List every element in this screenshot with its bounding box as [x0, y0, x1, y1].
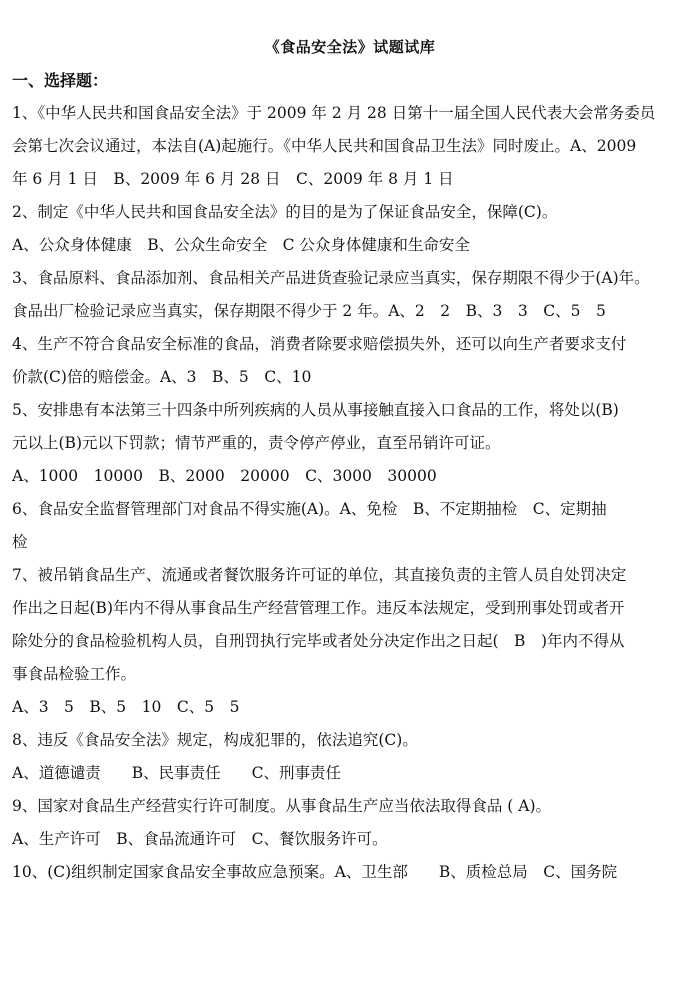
text-line: 会第七次会议通过，本法自(A)起施行。《中华人民共和国食品卫生法》同时废止。A、2009	[12, 137, 637, 155]
text-line: 2、制定《中华人民共和国食品安全法》的目的是为了保证食品安全，保障(C)。	[12, 203, 558, 221]
text-line: 4、生产不符合食品安全标准的食品，消费者除要求赔偿损失外，还可以向生产者要求支付	[12, 335, 627, 353]
text-line: 元以上(B)元以下罚款；情节严重的，责令停产停业，直至吊销许可证。	[12, 434, 501, 452]
text-line: 食品出厂检验记录应当真实，保存期限不得少于 2 年。A、2 2 B、3 3 C、5 5	[12, 302, 606, 320]
text-line: A、生产许可 B、食品流通许可 C、餐饮服务许可。	[12, 830, 388, 848]
text-line: 9、国家对食品生产经营实行许可制度。从事食品生产应当依法取得食品 ( A)。	[12, 797, 552, 815]
question-body	[12, 97, 680, 889]
text-line: 7、被吊销食品生产、流通或者餐饮服务许可证的单位，其直接负责的主管人员自处罚决定	[12, 566, 627, 584]
text-line: 3、食品原料、食品添加剂、食品相关产品进货查验记录应当真实，保存期限不得少于(A)年。	[12, 269, 650, 287]
section-heading: 一、选择题：	[12, 71, 109, 90]
text-line: 检	[12, 533, 28, 551]
text-line: 价款(C)倍的赔偿金。A、3 B、5 C、10	[12, 368, 312, 386]
text-line: 10、(C)组织制定国家食品安全事故应急预案。A、卫生部 B、质检总局 C、国务院	[12, 863, 618, 881]
document-title: 《食品安全法》试题试库	[264, 38, 436, 56]
text-line: 8、违反《食品安全法》规定，构成犯罪的，依法追究(C)。	[12, 731, 418, 749]
text-line: 除处分的食品检验机构人员，自刑罚执行完毕或者处分决定作出之日起( B )年内不得从	[12, 632, 625, 650]
text-line: A、道德谴责 B、民事责任 C、刑事责任	[12, 764, 341, 782]
text-line: 1、《中华人民共和国食品安全法》于 2009 年 2 月 28 日第十一届全国人民代表大会常务委员	[12, 104, 656, 122]
text-line: 年 6 月 1 日 B、2009 年 6 月 28 日 C、2009 年 8 月 1 日	[12, 170, 454, 188]
text-line: 作出之日起(B)年内不得从事食品生产经营管理工作。违反本法规定，受到刑事处罚或者开	[12, 599, 625, 617]
text-line: 5、安排患有本法第三十四条中所列疾病的人员从事接触直接入口食品的工作，将处以(B)	[12, 401, 619, 419]
text-line: A、1000 10000 B、2000 20000 C、3000 30000	[12, 467, 437, 485]
text-line: 6、食品安全监督管理部门对食品不得实施(A)。A、免检 B、不定期抽检 C、定期抽	[12, 500, 607, 518]
text-line: 事食品检验工作。	[12, 665, 137, 683]
text-line: A、3 5 B、5 10 C、5 5	[12, 698, 240, 716]
text-line: A、公众身体健康 B、公众生命安全 C 公众身体健康和生命安全	[12, 236, 470, 254]
